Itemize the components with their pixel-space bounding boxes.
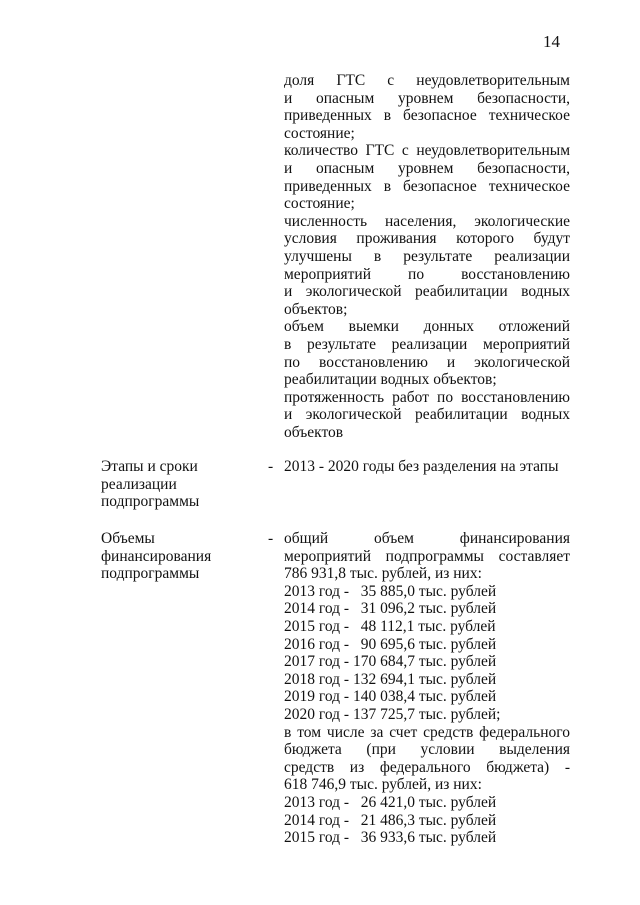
indicator-line: объем выемки донных отложений — [284, 318, 570, 336]
stages-label-line: реализации — [101, 475, 177, 493]
funding-label-line: финансирования — [101, 547, 212, 565]
indicator-line: доля ГТС с неудовлетворительным — [284, 72, 570, 89]
stages-value-block — [284, 458, 570, 476]
federal-intro-line: бюджета (при условии выделения — [284, 741, 570, 759]
indicator-line: в результате реализации мероприятий — [284, 335, 570, 353]
stages-value: 2013 - 2020 годы без разделения на этапы — [284, 458, 559, 475]
stages-dash: - — [268, 458, 274, 475]
indicator-paragraph — [284, 213, 570, 319]
indicator-line: и опасным уровнем безопасности, — [284, 89, 570, 107]
indicator-line: и опасным уровнем безопасности, — [284, 159, 570, 177]
funding-year-row: 2013 год - 35 885,0 тыс. рублей — [284, 582, 497, 600]
indicator-paragraph — [284, 142, 570, 212]
funding-intro-line: общий объем финансирования — [284, 530, 570, 547]
indicator-line: приведенных в безопасное техническое — [284, 107, 570, 125]
funding-year-row: 2017 год - 170 684,7 тыс. рублей — [284, 653, 497, 671]
indicator-line: и экологической реабилитации водных — [284, 406, 570, 424]
stages-label-line: подпрограммы — [101, 493, 200, 511]
indicator-paragraph — [284, 389, 570, 442]
funding-year-row: 2014 год - 31 096,2 тыс. рублей — [284, 600, 497, 618]
indicator-line: мероприятий по восстановлению — [284, 265, 570, 283]
indicator-line: по восстановлению и экологической — [284, 353, 570, 371]
funding-year-row: 2016 год - 90 695,6 тыс. рублей — [284, 635, 497, 653]
funding-label-line: подпрограммы — [101, 565, 200, 583]
funding-label — [101, 530, 261, 583]
page-number: 14 — [543, 32, 560, 51]
indicator-last-line: состояние; — [284, 195, 355, 213]
funding-year-row: 2020 год - 137 725,7 тыс. рублей; — [284, 705, 501, 723]
federal-total: 618 746,9 тыс. рублей, из них: — [284, 776, 482, 794]
federal-year-row: 2013 год - 26 421,0 тыс. рублей — [284, 793, 497, 811]
stages-label-line: Этапы и сроки — [101, 458, 198, 475]
indicators-block — [284, 72, 570, 441]
funding-dash: - — [268, 530, 274, 547]
indicator-line: протяженность работ по восстановлению — [284, 388, 570, 406]
federal-year-row: 2014 год - 21 486,3 тыс. рублей — [284, 811, 497, 829]
federal-intro-line: средств из федерального бюджета) - — [284, 758, 570, 776]
funding-intro-total: 786 931,8 тыс. рублей, из них: — [284, 565, 482, 583]
indicator-line: приведенных в безопасное техническое — [284, 177, 570, 195]
funding-year-row: 2015 год - 48 112,1 тыс. рублей — [284, 617, 496, 635]
indicator-line: численность населения, экологические — [284, 212, 570, 230]
stages-label — [101, 458, 261, 511]
indicator-line: улучшены в результате реализации — [284, 247, 570, 265]
indicator-last-line: объектов; — [284, 300, 348, 318]
indicator-line: условия проживания которого будут — [284, 230, 570, 248]
indicator-line: количество ГТС с неудовлетворительным — [284, 142, 570, 160]
funding-value-block — [284, 530, 570, 847]
indicator-last-line: объектов — [284, 423, 344, 441]
indicator-paragraph — [284, 72, 570, 142]
funding-year-row: 2018 год - 132 694,1 тыс. рублей — [284, 670, 497, 688]
funding-intro-line: мероприятий подпрограммы составляет — [284, 547, 570, 565]
funding-label-line: Объемы — [101, 530, 155, 547]
indicator-paragraph — [284, 318, 570, 388]
indicator-last-line: реабилитации водных объектов; — [284, 371, 497, 389]
funding-year-row: 2019 год - 140 038,4 тыс. рублей — [284, 688, 497, 706]
federal-intro-line: в том числе за счет средств федерального — [284, 723, 570, 741]
indicator-line: и экологической реабилитации водных — [284, 283, 570, 301]
federal-year-row: 2015 год - 36 933,6 тыс. рублей — [284, 829, 497, 847]
indicator-last-line: состояние; — [284, 124, 355, 142]
